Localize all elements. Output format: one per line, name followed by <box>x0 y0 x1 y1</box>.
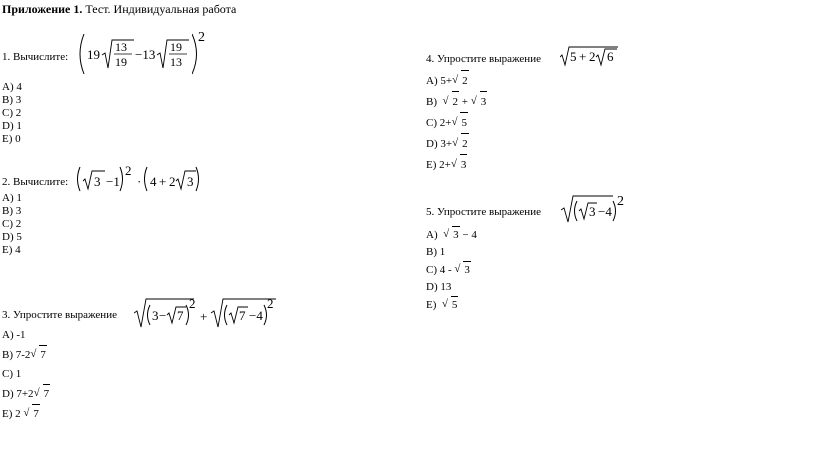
sqrt-5: √ 5 <box>451 112 468 133</box>
svg-text:13: 13 <box>170 55 182 69</box>
question-2-prefix: 2. Вычислите: <box>2 176 69 188</box>
option-d <box>426 133 487 154</box>
title-bold: Приложение 1. <box>2 2 83 16</box>
option-b-text: B) <box>426 96 437 108</box>
question-4-options <box>426 70 487 175</box>
svg-text:3: 3 <box>152 308 159 323</box>
option-e: E) 4 <box>2 244 21 256</box>
svg-text:19: 19 <box>87 47 100 62</box>
option-c-text: C) 4 - <box>426 264 452 276</box>
option-a: A) √ 3 − 4 <box>426 226 477 244</box>
option-e: E) 0 <box>2 133 21 145</box>
option-e-text: E) 2+ <box>426 159 451 171</box>
sqrt-7: √ 7 <box>30 345 47 365</box>
option-d <box>2 384 50 404</box>
svg-text:−: − <box>159 308 167 323</box>
question-2-options <box>2 192 22 257</box>
svg-text:7: 7 <box>239 308 246 323</box>
svg-text:3: 3 <box>187 174 194 189</box>
svg-text:6: 6 <box>607 49 614 64</box>
option-d: D) 5 <box>2 231 22 243</box>
option-c <box>426 112 487 133</box>
question-1-outer-paren <box>192 26 218 82</box>
svg-text:2: 2 <box>169 174 176 189</box>
option-c: C) 2 <box>2 218 22 230</box>
option-b: B) 1 <box>426 246 446 258</box>
sqrt-2: √ 2 <box>452 133 469 154</box>
svg-text:2: 2 <box>589 49 596 64</box>
option-d-text: D) 3+ <box>426 138 453 150</box>
option-c: C) 1 <box>2 368 22 380</box>
option-a: A) 4 <box>2 81 22 93</box>
sqrt-7: √ 7 <box>23 404 40 424</box>
option-e-text: E) 2 <box>2 408 21 420</box>
svg-text:−4: −4 <box>249 308 263 323</box>
sqrt-2: √ 2 <box>452 70 469 91</box>
svg-text:+: + <box>159 174 167 189</box>
question-5-prefix: 5. Упростите выражение <box>426 206 541 218</box>
svg-text:13: 13 <box>115 40 127 54</box>
sqrt-7: √ 7 <box>34 384 51 404</box>
svg-text:5: 5 <box>570 49 577 64</box>
sqrt-3: √ 3 <box>454 261 471 279</box>
option-a <box>426 70 487 91</box>
option-a: A) 1 <box>2 192 22 204</box>
svg-text:−13: −13 <box>135 47 156 62</box>
sqrt-2: √ 2 <box>443 91 460 112</box>
question-2-expression <box>75 163 200 195</box>
option-a-text: A) 5+ <box>426 75 453 87</box>
question-4-prefix: 4. Упростите выражение <box>426 53 541 65</box>
question-3-prefix: 3. Упростите выражение <box>2 309 117 321</box>
option-e <box>426 296 477 314</box>
option-d: D) 1 <box>2 120 22 132</box>
option-b: B) √ 2 + √ 3 <box>426 91 487 112</box>
svg-text:+: + <box>200 309 208 324</box>
svg-text:2: 2 <box>198 30 205 45</box>
sqrt-5: √ 5 <box>442 296 459 314</box>
svg-text:4: 4 <box>150 174 157 189</box>
svg-text:2: 2 <box>125 163 132 178</box>
option-c-text: C) 2+ <box>426 117 452 129</box>
svg-text:19: 19 <box>170 40 182 54</box>
page-title <box>2 2 236 17</box>
svg-text:19: 19 <box>115 55 127 69</box>
svg-text:3: 3 <box>589 204 596 219</box>
option-c: C) 2 <box>2 107 22 119</box>
option-d: D) 13 <box>426 281 452 293</box>
svg-text:·: · <box>137 174 142 189</box>
question-1-expression <box>74 28 194 80</box>
title-rest: Тест. Индивидуальная работа <box>82 2 237 16</box>
question-4-expression <box>560 44 620 68</box>
option-b: B) 3 <box>2 94 22 106</box>
sqrt-3: √ 3 <box>451 154 468 175</box>
svg-text:2: 2 <box>267 296 274 311</box>
sqrt-3: √ 3 <box>443 226 460 244</box>
question-3-options <box>2 326 50 424</box>
svg-text:3: 3 <box>94 174 101 189</box>
option-e <box>426 154 487 175</box>
option-a-text: A) <box>426 229 438 241</box>
svg-text:7: 7 <box>177 308 184 323</box>
question-5-options <box>426 226 477 314</box>
svg-text:+: + <box>579 49 587 64</box>
question-5-expression <box>561 192 631 224</box>
sqrt-3: √ 3 <box>471 91 488 112</box>
option-b-text: B) 7-2 <box>2 349 31 361</box>
option-a: A) -1 <box>2 329 26 341</box>
option-e-text: E) <box>426 299 437 311</box>
option-e <box>2 404 50 424</box>
question-3-expression <box>134 295 279 329</box>
option-c <box>426 261 477 279</box>
question-1-prefix: 1. Вычислите: <box>2 51 69 63</box>
option-d-text: D) 7+2 <box>2 388 34 400</box>
svg-text:2: 2 <box>617 194 624 209</box>
question-1-options <box>2 81 22 146</box>
option-b: B) 3 <box>2 205 22 217</box>
svg-text:2: 2 <box>189 296 196 311</box>
svg-text:−1: −1 <box>106 174 120 189</box>
svg-text:−4: −4 <box>598 204 612 219</box>
option-b <box>2 345 50 365</box>
